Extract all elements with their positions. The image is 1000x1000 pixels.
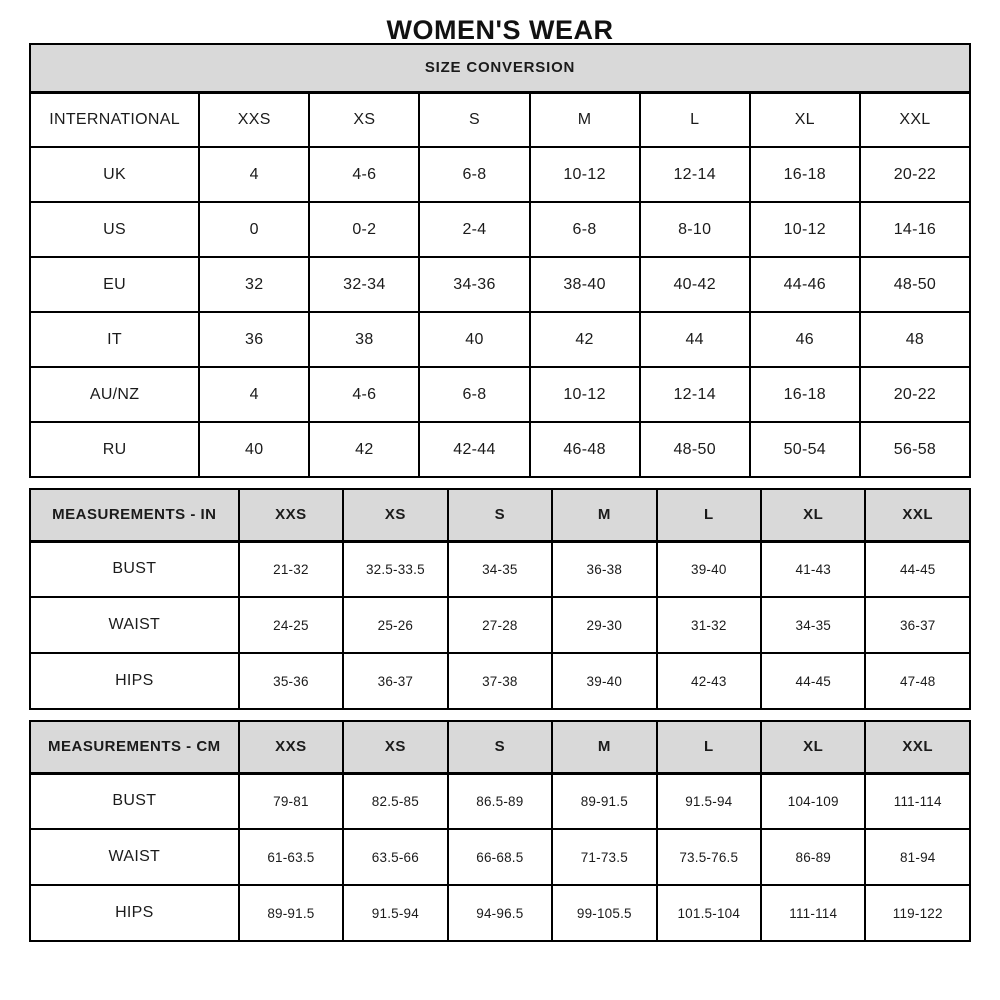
- value-cell: 34-35: [448, 541, 552, 597]
- value-cell: 39-40: [552, 653, 656, 709]
- value-cell: 10-12: [530, 147, 640, 202]
- measurements-in-body: [30, 541, 970, 709]
- value-cell: 94-96.5: [448, 885, 552, 941]
- value-cell: 91.5-94: [657, 773, 761, 829]
- page-title: WOMEN'S WEAR: [386, 15, 614, 45]
- measurements-in-header-row: [30, 489, 970, 541]
- value-cell: 111-114: [865, 773, 970, 829]
- value-cell: 119-122: [865, 885, 970, 941]
- value-cell: 20-22: [860, 147, 970, 202]
- value-cell: 44-45: [761, 653, 865, 709]
- column-header-cell: XXS: [239, 489, 343, 541]
- column-header-cell: XS: [343, 721, 447, 773]
- value-cell: 6-8: [530, 202, 640, 257]
- column-header-cell: XXS: [199, 92, 309, 147]
- column-header-cell: S: [448, 721, 552, 773]
- column-header-cell: XL: [761, 721, 865, 773]
- value-cell: 38-40: [530, 257, 640, 312]
- value-cell: 82.5-85: [343, 773, 447, 829]
- value-cell: 66-68.5: [448, 829, 552, 885]
- value-cell: 79-81: [239, 773, 343, 829]
- value-cell: 44-46: [750, 257, 860, 312]
- value-cell: 48-50: [860, 257, 970, 312]
- row-label-cell: EU: [30, 257, 199, 312]
- row-label-cell: AU/NZ: [30, 367, 199, 422]
- value-cell: 44-45: [865, 541, 970, 597]
- value-cell: 2-4: [419, 202, 529, 257]
- value-cell: 41-43: [761, 541, 865, 597]
- value-cell: 71-73.5: [552, 829, 656, 885]
- value-cell: 61-63.5: [239, 829, 343, 885]
- table-row: [30, 422, 970, 477]
- row-label-cell: IT: [30, 312, 199, 367]
- value-cell: 38: [309, 312, 419, 367]
- value-cell: 47-48: [865, 653, 970, 709]
- column-header-cell: XS: [309, 92, 419, 147]
- value-cell: 12-14: [640, 367, 750, 422]
- value-cell: 32.5-33.5: [343, 541, 447, 597]
- measurements-in-table: [29, 488, 971, 710]
- value-cell: 99-105.5: [552, 885, 656, 941]
- value-cell: 4: [199, 147, 309, 202]
- row-label-cell: HIPS: [30, 885, 239, 941]
- value-cell: 35-36: [239, 653, 343, 709]
- value-cell: 34-36: [419, 257, 529, 312]
- value-cell: 44: [640, 312, 750, 367]
- value-cell: 34-35: [761, 597, 865, 653]
- value-cell: 81-94: [865, 829, 970, 885]
- value-cell: 36-37: [865, 597, 970, 653]
- column-header-label: MEASUREMENTS - IN: [30, 489, 239, 541]
- value-cell: 42: [530, 312, 640, 367]
- column-header-cell: S: [448, 489, 552, 541]
- value-cell: 4-6: [309, 367, 419, 422]
- value-cell: 89-91.5: [239, 885, 343, 941]
- column-header-cell: M: [530, 92, 640, 147]
- column-header-cell: XS: [343, 489, 447, 541]
- value-cell: 86-89: [761, 829, 865, 885]
- size-conversion-columns-row: [30, 92, 970, 147]
- table-row: [30, 653, 970, 709]
- value-cell: 111-114: [761, 885, 865, 941]
- value-cell: 63.5-66: [343, 829, 447, 885]
- column-header-cell: L: [657, 489, 761, 541]
- value-cell: 46: [750, 312, 860, 367]
- value-cell: 4-6: [309, 147, 419, 202]
- value-cell: 104-109: [761, 773, 865, 829]
- size-conversion-title: SIZE CONVERSION: [30, 44, 970, 92]
- value-cell: 40: [419, 312, 529, 367]
- value-cell: 42-43: [657, 653, 761, 709]
- value-cell: 6-8: [419, 147, 529, 202]
- value-cell: 37-38: [448, 653, 552, 709]
- size-conversion-body: [30, 147, 970, 477]
- row-label-cell: BUST: [30, 541, 239, 597]
- column-header-cell: L: [657, 721, 761, 773]
- value-cell: 0: [199, 202, 309, 257]
- value-cell: 10-12: [750, 202, 860, 257]
- value-cell: 46-48: [530, 422, 640, 477]
- table-row: [30, 202, 970, 257]
- column-header-cell: L: [640, 92, 750, 147]
- value-cell: 12-14: [640, 147, 750, 202]
- column-header-label: INTERNATIONAL: [30, 92, 199, 147]
- column-header-cell: S: [419, 92, 529, 147]
- column-header-cell: M: [552, 489, 656, 541]
- value-cell: 6-8: [419, 367, 529, 422]
- table-row: [30, 147, 970, 202]
- value-cell: 24-25: [239, 597, 343, 653]
- value-cell: 101.5-104: [657, 885, 761, 941]
- value-cell: 29-30: [552, 597, 656, 653]
- value-cell: 86.5-89: [448, 773, 552, 829]
- measurements-cm-body: [30, 773, 970, 941]
- value-cell: 50-54: [750, 422, 860, 477]
- size-conversion-table: [29, 43, 971, 478]
- size-conversion-title-row: [30, 44, 970, 92]
- table-row: [30, 367, 970, 422]
- row-label-cell: RU: [30, 422, 199, 477]
- table-row: [30, 773, 970, 829]
- value-cell: 56-58: [860, 422, 970, 477]
- row-label-cell: US: [30, 202, 199, 257]
- value-cell: 48-50: [640, 422, 750, 477]
- table-row: [30, 312, 970, 367]
- column-header-cell: XXL: [865, 721, 970, 773]
- value-cell: 21-32: [239, 541, 343, 597]
- value-cell: 16-18: [750, 367, 860, 422]
- value-cell: 20-22: [860, 367, 970, 422]
- value-cell: 48: [860, 312, 970, 367]
- value-cell: 0-2: [309, 202, 419, 257]
- value-cell: 42: [309, 422, 419, 477]
- value-cell: 8-10: [640, 202, 750, 257]
- row-label-cell: HIPS: [30, 653, 239, 709]
- value-cell: 89-91.5: [552, 773, 656, 829]
- row-label-cell: BUST: [30, 773, 239, 829]
- value-cell: 36-38: [552, 541, 656, 597]
- row-label-cell: WAIST: [30, 597, 239, 653]
- column-header-label: MEASUREMENTS - CM: [30, 721, 239, 773]
- row-label-cell: WAIST: [30, 829, 239, 885]
- measurements-cm-table: [29, 720, 971, 942]
- column-header-cell: XXL: [865, 489, 970, 541]
- value-cell: 40-42: [640, 257, 750, 312]
- value-cell: 4: [199, 367, 309, 422]
- table-row: [30, 885, 970, 941]
- value-cell: 25-26: [343, 597, 447, 653]
- table-row: [30, 597, 970, 653]
- table-row: [30, 829, 970, 885]
- value-cell: 10-12: [530, 367, 640, 422]
- table-row: [30, 257, 970, 312]
- value-cell: 91.5-94: [343, 885, 447, 941]
- column-header-cell: XL: [750, 92, 860, 147]
- value-cell: 27-28: [448, 597, 552, 653]
- column-header-cell: XXS: [239, 721, 343, 773]
- value-cell: 32-34: [309, 257, 419, 312]
- value-cell: 36: [199, 312, 309, 367]
- measurements-cm-header-row: [30, 721, 970, 773]
- column-header-cell: XXL: [860, 92, 970, 147]
- row-label-cell: UK: [30, 147, 199, 202]
- column-header-cell: XL: [761, 489, 865, 541]
- value-cell: 31-32: [657, 597, 761, 653]
- value-cell: 73.5-76.5: [657, 829, 761, 885]
- value-cell: 14-16: [860, 202, 970, 257]
- table-row: [30, 541, 970, 597]
- value-cell: 32: [199, 257, 309, 312]
- value-cell: 39-40: [657, 541, 761, 597]
- value-cell: 42-44: [419, 422, 529, 477]
- value-cell: 16-18: [750, 147, 860, 202]
- column-header-cell: M: [552, 721, 656, 773]
- value-cell: 40: [199, 422, 309, 477]
- value-cell: 36-37: [343, 653, 447, 709]
